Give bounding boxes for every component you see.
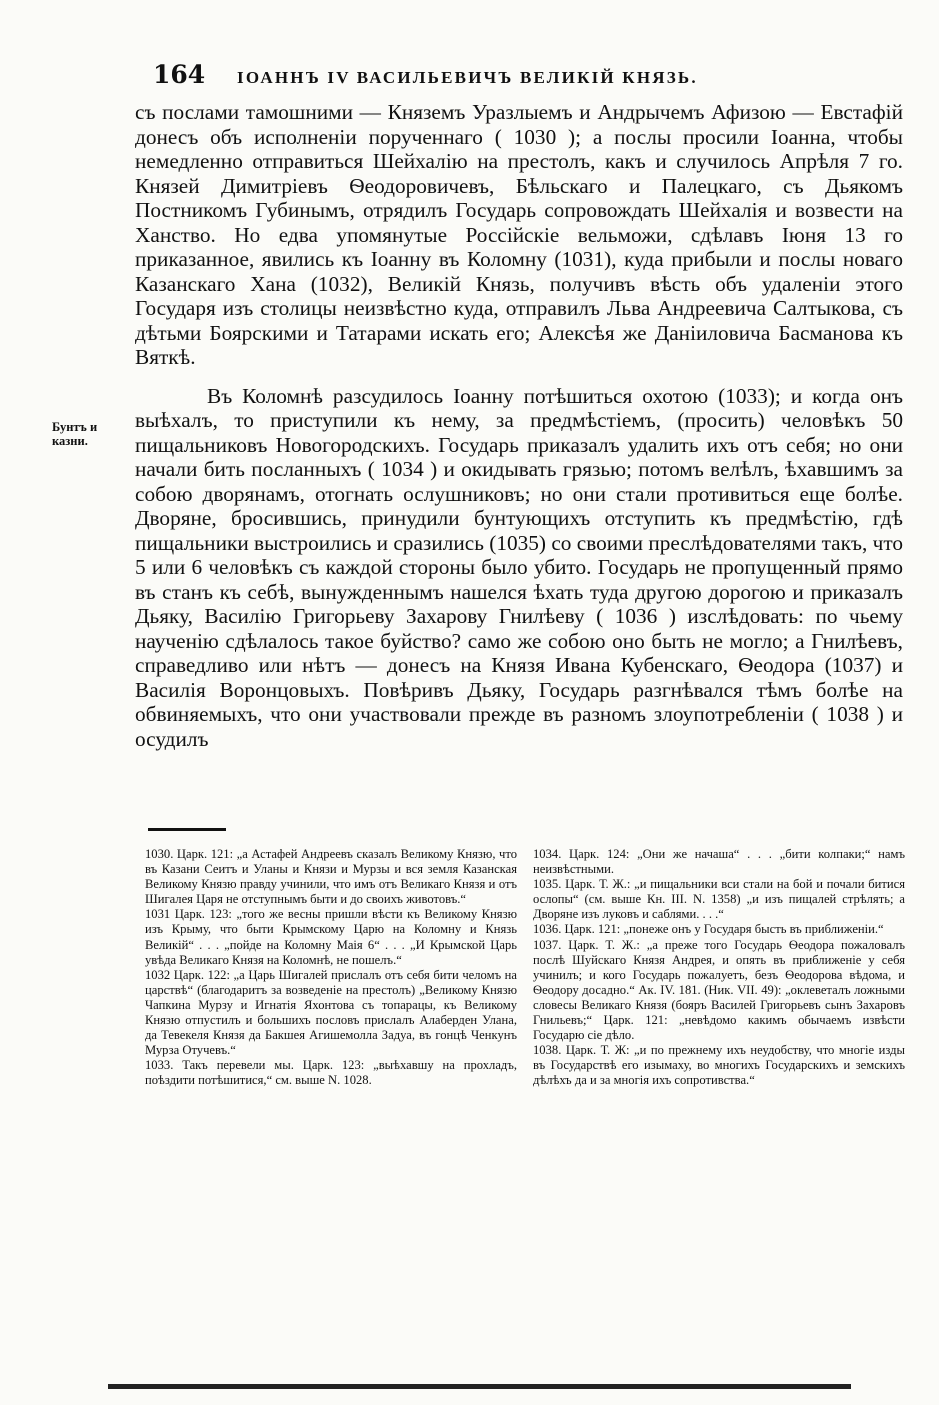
footnote-1038: 1038. Царк. Т. Ж: „и по прежнему ихъ неудобству, что многіе изды въ Государствѣ его изымаху, во многихъ Государскихъ и земскихъ дѣлѣхъ да и за многія ихъ сопротивства.“ [533, 1043, 905, 1088]
paragraph-2: Въ Коломнѣ разсудилось Іоанну потѣшиться охотою (1033); и когда онъ выѣхалъ, то приступили къ нему, за предмѣстіемъ, (просить) человѣкъ 50 пищальниковъ Новогородскихъ. Государь приказалъ удалить ихъ отъ себя; но они начали бить посланныхъ ( 1034 ) и окидывать грязью; потомъ велѣлъ, ѣхавшимъ за собою дворянамъ, отогнать ослушниковъ; но они стали противиться еще болѣе. Дворяне, бросившись, принудили бунтующихъ отступить къ предмѣстію, гдѣ пищальники выстроились и сразились (1035) со своими преслѣдователями такъ, что 5 или 6 человѣкъ съ каждой стороны было убито. Государь не пропущенный прямо въ станъ къ себѣ, вынужденнымъ нашелся ѣхать туда другою дорогою и приказалъ Дьяку, Василію Григорьеву Захарову Гнилѣеву ( 1036 ) изслѣдовать: по чьему наученію сдѣлалось такое буйство? само же собою оно быть не могло; а Гнилѣевъ, справедливо или нѣтъ — донесъ на Князя Ивана Кубенскаго, Ѳеодора (1037) и Василія Воронцовыхъ. Повѣривъ Дьяку, Государь разгнѣвался тѣмъ болѣе на обвиняемыхъ, что они участвовали прежде въ разномъ злоупотребленіи ( 1038 ) и осудилъ [135, 383, 903, 751]
footnote-1030: 1030. Царк. 121: „а Астафей Андреевъ сказалъ Великому Князю, что въ Казани Сеитъ и Уланы и Князи и Мурзы и вся земля Казанская Великому Князю правду учинили, что имъ отъ Великаго Князя и отъ Шигалея Царя не отступнымъ быти и до своихъ животовъ.“ [145, 847, 517, 907]
main-text [135, 100, 903, 751]
running-header [153, 60, 793, 94]
footnote-1032: 1032 Царк. 122: „а Царь Шигалей прислалъ отъ себя бити челомъ на царствѣ“ (благодаритъ за возведеніе на престолъ) „Великому Князю Чапкина Мурзу и Игнатія Яхонтова съ топарацы, къ Великому Князю отпустилъ и большихъ пословъ прислалъ Алаберден Улана, да Тевекеля Князя да Бакшея Агишемолла Задуа, въ гонцѣ Ченкунъ Мурза Отучевъ.“ [145, 967, 517, 1058]
footnote-1035: 1035. Царк. Т. Ж.: „и пищальники вси стали на бой и почали битися ослопы“ (см. выше Кн. III. N. 1358) „и изъ пищалей стрѣлять; а Дворяне изъ луковъ и саблями. . . .“ [533, 877, 905, 922]
footnote-rule [148, 828, 226, 831]
page-bottom-edge [108, 1384, 851, 1389]
footnote-1033: 1033. Такъ перевели мы. Царк. 123: „выѣхавшу на прохладъ, поѣздити потѣшитися,“ см. выше N. 1028. [145, 1058, 517, 1088]
page-number: 164 [153, 60, 206, 89]
footnote-1034: 1034. Царк. 124: „Они же начаша“ . . . „бити колпаки;“ намъ неизвѣстными. [533, 847, 905, 877]
footnote-1037: 1037. Царк. Т. Ж.: „а преже того Государь Ѳеодора пожаловалъ послѣ Шуйскаго Князя Андрея, и опять въ приближеніе у себя учинилъ; и кого Государь пожалуетъ, безъ Ѳеодорова вѣдома, и Ѳеодору досадно.“ Ак. IV. 181. (Ник. VII. 49): „оклеветалъ ложными словесы Великаго Князя (бояръ Василей Григорьевъ сынъ Захаровъ Гнильевъ;“ Царк. 121: „невѣдомо какимъ обычаемъ извѣсти Государю сіе дѣло. [533, 937, 905, 1043]
footnote-1036: 1036. Царк. 121: „понеже онъ у Государя бысть въ приближеніи.“ [533, 922, 884, 937]
running-title: ІОАННЪ IV ВАСИЛЬЕВИЧЪ ВЕЛИКІЙ КНЯЗЬ. [237, 68, 698, 87]
margin-note: Бунтъ и казни. [52, 420, 98, 448]
paragraph-1: съ послами тамошними — Княземъ Уразлыемъ и Андрычемъ Афизою — Евстафій донесъ объ исполненіи порученнаго ( 1030 ); а послы просили Іоанна, чтобы немедленно отправиться Шейхалію на престолъ, какъ и случилось Апрѣля 7 го. Князей Димитріевъ Ѳеодоровичевъ, Бѣльскаго и Палецкаго, съ Дьякомъ Постникомъ Губинымъ, отрядилъ Государь сопровождать Шейхалія и возвести на Ханство. Но едва упомянутые Россійскіе вельможи, сдѣлавъ Іюня 13 го приказанное, явились къ Іоанну въ Коломну (1031), куда прибыли и послы новаго Казанскаго Хана (1032), Великій Князь, получивъ вѣсть объ удаленіи этого Государя изъ столицы неизвѣстно куда, отправилъ Льва Андреевича Салтыкова, съ дѣтьми Боярскими и Татарами искать его; Алексѣя же Даніиловича Басманова къ Вяткѣ. [135, 100, 903, 369]
footnotes [145, 847, 905, 1089]
footnotes-left-column [145, 847, 517, 1089]
footnote-1031: 1031 Царк. 123: „того же весны пришли вѣсти къ Великому Князю изъ Крыму, что быти Крымскому Царю на Коломну и Князь Великій“ . . . „пойде на Коломну Маія 6“ . . . „И Крымской Царь увѣда Великаго Князя на Коломнѣ, не пошелъ.“ [145, 907, 517, 967]
footnotes-right-column [533, 847, 905, 1089]
